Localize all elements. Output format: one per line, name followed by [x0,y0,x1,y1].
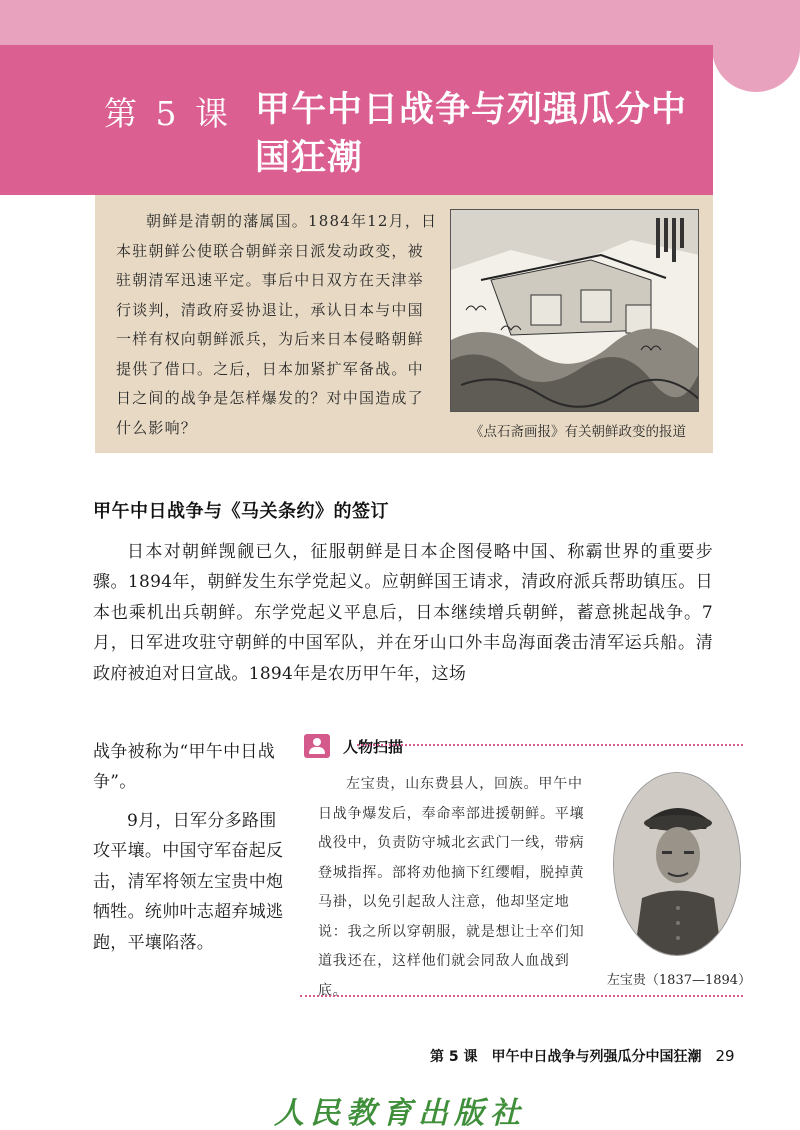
intro-text: 朝鲜是清朝的藩属国。1884年12月，日本驻朝鲜公使联合朝鲜亲日派发动政变，被驻朝清军迅速平定。事后中日双方在天津举行谈判，清政府妥协退让，承认日本与中国一样有权向朝鲜派兵，为后来日本侵略朝鲜提供了借口。之后，日本加紧扩军备战。中日之间的战争是怎样爆发的？对中国造成了什么影响？ [116,212,438,437]
page-footer [430,1046,735,1066]
lesson-number: 第 5 课 [104,94,232,133]
portrait-illustration [614,773,741,956]
person-icon [304,734,330,758]
engraving-caption: 《点石斋画报》有关朝鲜政变的报道 [470,424,686,440]
footer-lesson-reference: 第 5 课 甲午中日战争与列强瓜分中国狂潮 [430,1049,702,1065]
sidebar-text: 左宝贵，山东费县人，回族。甲午中日战争爆发后，奉命率部进援朝鲜。平壤战役中，负责防守城北玄武门一线，带病登城指挥。部将劝他摘下红缨帽，脱掉黄马褂，以免引起敌人注意，他却坚定地说：我之所以穿朝服，就是想让士卒们知道我还在，这样他们就会同敌人血战到底。 [318,776,585,999]
body-paragraph-2: 9月，日军分多路围攻平壤。中国守军奋起反击，清军将领左宝贵中炮牺牲。统帅叶志超弃城逃跑，平壤陷落。 [93,811,284,953]
header-corner-decoration [712,0,800,92]
publisher-logo-bottom: 人民教育出版社 [274,1096,526,1130]
section-heading: 甲午中日战争与《马关条约》的签订 [93,501,389,522]
portrait-caption: 左宝贵（1837—1894） [606,973,752,988]
portrait-image [613,772,741,956]
sidebar-divider-bottom [300,995,743,997]
sidebar-title: 人物扫描 [343,738,404,756]
lesson-title: 甲午中日战争与列强瓜分中国狂潮 [255,90,688,178]
body-paragraph-1-continuation: 战争被称为“甲午中日战争”。 [93,742,275,793]
sidebar-divider-top [357,744,743,746]
page-number: 29 [715,1047,735,1065]
header-top-strip [0,0,713,45]
body-paragraph-1: 日本对朝鲜觊觎已久，征服朝鲜是日本企图侵略中国、称霸世界的重要步骤。1894年，朝鲜发生东学党起义。应朝鲜国王请求，清政府派兵帮助镇压。日本也乘机出兵朝鲜。东学党起义平息后，日本继续增兵朝鲜，蓄意挑起战争。7月，日军进攻驻守朝鲜的中国军队，并在牙山口外丰岛海面袭击清军运兵船。清政府被迫对日宣战。1894年是农历甲午年，这场 [93,542,713,684]
engraving-illustration [451,210,699,412]
historical-engraving-image [450,209,699,412]
